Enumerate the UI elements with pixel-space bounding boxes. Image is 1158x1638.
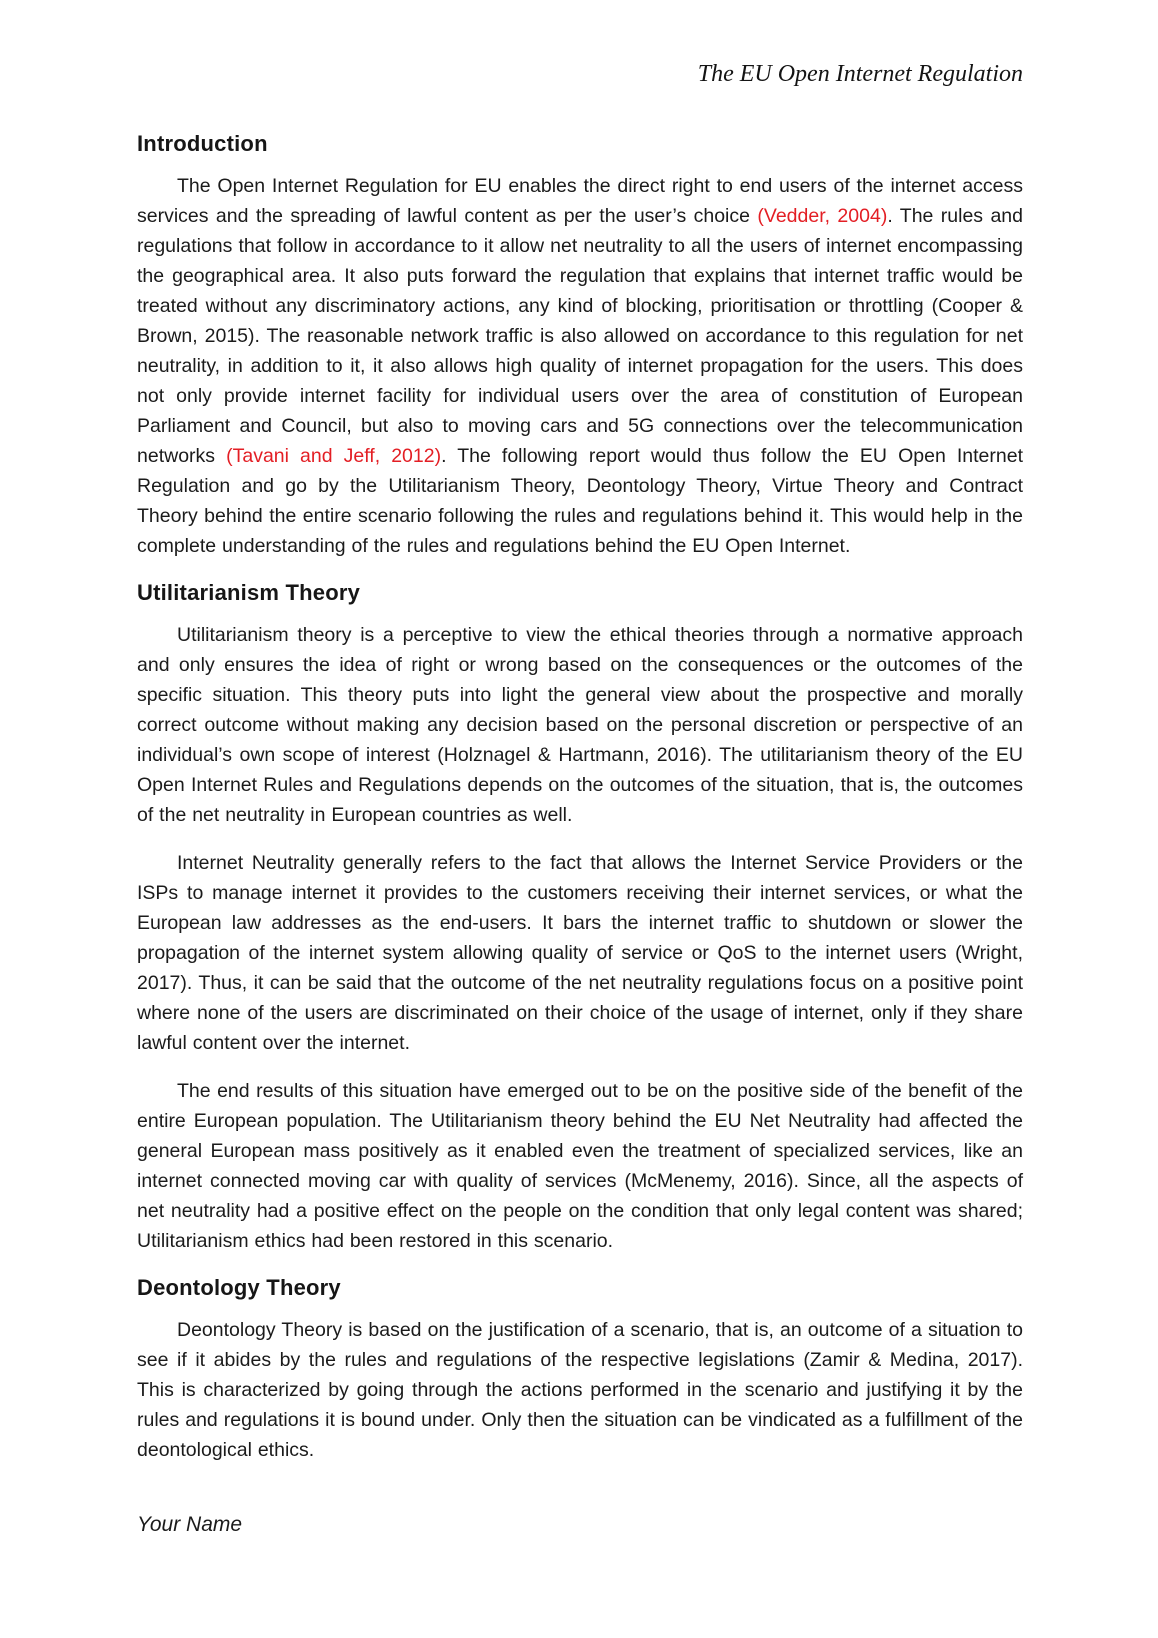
author-name: Your Name bbox=[137, 1513, 243, 1536]
paragraph-text: Internet Neutrality generally refers to the fact that allows the Internet Service Providers or the ISPs to manage internet it provides to the customers receiving their internet services, or what the European law addresses as the end-users. It bars the internet traffic to shutdown or slower the propagation of the internet system allowing quality of service or QoS to the internet users (Wright, 2017). Thus, it can be said that the outcome of the net neutrality regulations focus on a positive point where none of the users are discriminated on their choice of the usage of internet, only if they share lawful content over the internet. bbox=[137, 852, 1023, 1054]
paragraph-text: Utilitarianism theory is a perceptive to view the ethical theories through a normative approach and only ensures the idea of right or wrong based on the consequences or the outcomes of the specific situation. This theory puts into light the general view about the prospective and morally correct outcome without making any decision based on the personal discretion or perspective of an individual’s own scope of interest (Holznagel & Hartmann, 2016). The utilitarianism theory of the EU Open Internet Rules and Regulations depends on the outcomes of the situation, that is, the outcomes of the net neutrality in European countries as well. bbox=[137, 624, 1023, 826]
body-paragraph bbox=[137, 1076, 1023, 1256]
body-paragraph bbox=[137, 1315, 1023, 1465]
paragraph-text: . The following report would thus follow the EU Open Internet Regulation and go by the Utilitarianism Theory, Deontology Theory, Virtue Theory and Contract Theory behind the entire scenario following the rules and regulations behind it. This would help in the complete understanding of the rules and regulations behind the EU Open Internet. bbox=[137, 445, 1023, 557]
citation-text: (Tavani and Jeff, 2012) bbox=[226, 445, 442, 467]
paragraph-text: . The rules and regulations that follow in accordance to it allow net neutrality to all the users of internet encompassing the geographical area. It also puts forward the regulation that explains that internet traffic would be treated without any discriminatory actions, any kind of blocking, prioritisation or throttling (Cooper & Brown, 2015). The reasonable network traffic is also allowed on accordance to this regulation for net neutrality, in addition to it, it also allows high quality of internet propagation for the users. This does not only provide internet facility for individual users over the area of constitution of European Parliament and Council, but also to moving cars and 5G connections over the telecommunication networks bbox=[137, 205, 1023, 467]
document-body bbox=[137, 130, 1023, 1483]
running-head-title: The EU Open Internet Regulation bbox=[697, 61, 1023, 87]
paragraph-text: The Open Internet Regulation for EU enables the direct right to end users of the internet access services and the spreading of lawful content as per the user’s choice bbox=[137, 175, 1023, 227]
section-heading: Deontology Theory bbox=[137, 1275, 341, 1300]
paragraph-text: Deontology Theory is based on the justification of a scenario, that is, an outcome of a situation to see if it abides by the rules and regulations of the respective legislations (Zamir & Medina, 2017). This is characterized by going through the actions performed in the scenario and justifying it by the rules and regulations it is bound under. Only then the situation can be vindicated as a fulfillment of the deontological ethics. bbox=[137, 1319, 1023, 1461]
citation-text: (Vedder, 2004) bbox=[757, 205, 888, 227]
body-paragraph bbox=[137, 620, 1023, 830]
paragraph-text: The end results of this situation have emerged out to be on the positive side of the benefit of the entire European population. The Utilitarianism theory behind the EU Net Neutrality had affected the general European mass positively as it enabled even the treatment of specialized services, like an internet connected moving car with quality of services (McMenemy, 2016). Since, all the aspects of net neutrality had a positive effect on the people on the condition that only legal content was shared; Utilitarianism ethics had been restored in this scenario. bbox=[137, 1080, 1023, 1252]
section-heading: Utilitarianism Theory bbox=[137, 580, 361, 605]
body-paragraph bbox=[137, 171, 1023, 561]
section-heading: Introduction bbox=[137, 131, 268, 156]
body-paragraph bbox=[137, 848, 1023, 1058]
